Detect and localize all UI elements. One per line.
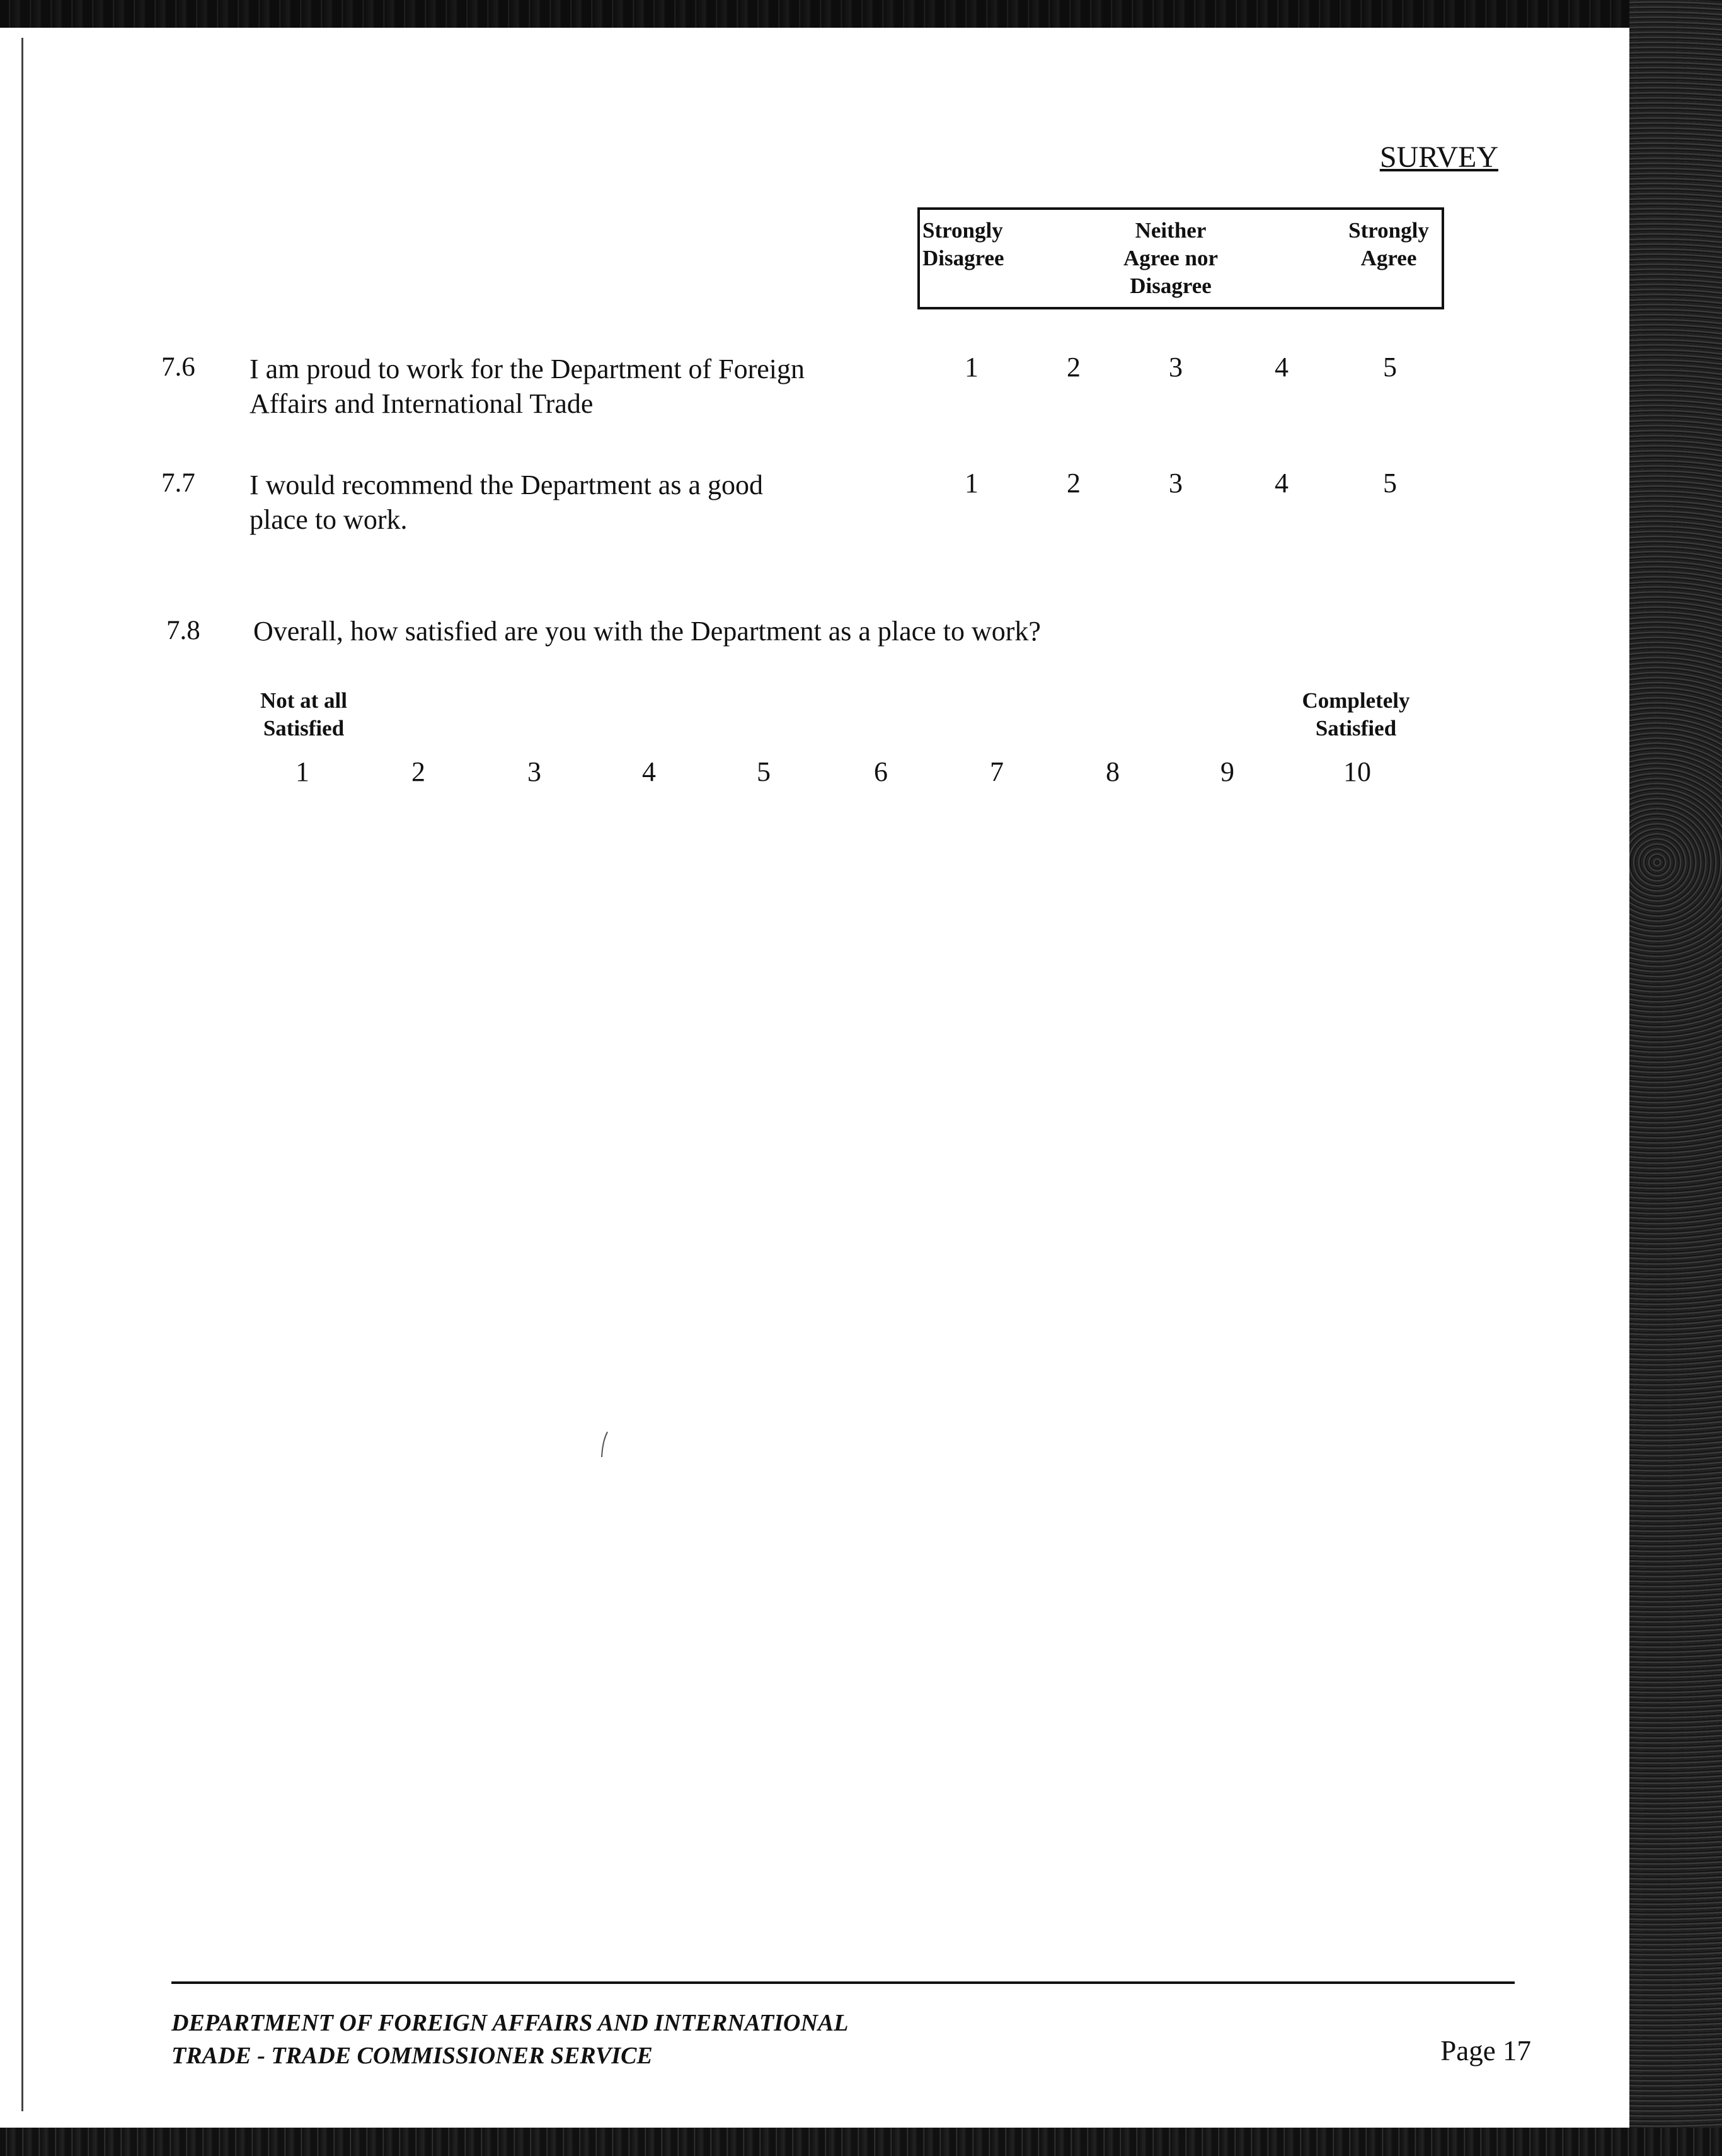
rating-option-8[interactable]: 8 bbox=[1106, 756, 1120, 787]
question-text bbox=[250, 468, 905, 537]
rating-option-9[interactable]: 9 bbox=[1220, 756, 1234, 787]
rating-option-4[interactable]: 4 bbox=[1275, 468, 1289, 499]
scale-anchor-strongly-disagree bbox=[915, 217, 1061, 272]
question-number: 7.6 bbox=[161, 352, 195, 382]
rating-option-4[interactable]: 4 bbox=[1275, 352, 1289, 383]
rating-option-2[interactable]: 2 bbox=[1067, 352, 1081, 383]
rating-option-2[interactable]: 2 bbox=[411, 756, 425, 787]
scan-border-right bbox=[1629, 0, 1722, 2156]
scale-anchor-line: Disagree bbox=[1130, 274, 1212, 298]
rating-option-1[interactable]: 1 bbox=[965, 352, 979, 383]
scale-anchor-line: Neither bbox=[1135, 218, 1207, 243]
rating-option-3[interactable]: 3 bbox=[527, 756, 541, 787]
scale-anchor-not-satisfied bbox=[228, 687, 379, 742]
scale-anchor-line: Strongly bbox=[1348, 218, 1429, 243]
footer-organization bbox=[171, 2007, 1116, 2072]
rating-option-6[interactable]: 6 bbox=[874, 756, 888, 787]
rating-option-3[interactable]: 3 bbox=[1169, 468, 1183, 499]
page-number: Page 17 bbox=[1440, 2035, 1531, 2067]
scale-anchor-line: Disagree bbox=[922, 246, 1004, 270]
scale-anchor-line: Not at all bbox=[260, 688, 348, 713]
question-text-line: Affairs and International Trade bbox=[250, 388, 594, 419]
scale-anchor-line: Agree bbox=[1360, 246, 1417, 270]
scale-anchor-line: Satisfied bbox=[1315, 716, 1397, 741]
question-text-line: place to work. bbox=[250, 504, 408, 535]
question-number: 7.8 bbox=[166, 616, 200, 645]
question-number: 7.7 bbox=[161, 468, 195, 498]
footer-org-line: DEPARTMENT OF FOREIGN AFFAIRS AND INTERNATIONAL bbox=[171, 2010, 849, 2036]
scan-edge-line bbox=[21, 38, 23, 2111]
question-text: Overall, how satisfied are you with the Department as a place to work? bbox=[253, 616, 1041, 647]
rating-option-1[interactable]: 1 bbox=[296, 756, 309, 787]
scale-anchor-line: Strongly bbox=[922, 218, 1003, 243]
rating-option-1[interactable]: 1 bbox=[965, 468, 979, 499]
rating-option-2[interactable]: 2 bbox=[1067, 468, 1081, 499]
scale-anchor-neutral bbox=[1101, 217, 1240, 300]
rating-option-5[interactable]: 5 bbox=[1383, 468, 1397, 499]
rating-option-5[interactable]: 5 bbox=[757, 756, 771, 787]
rating-option-7[interactable]: 7 bbox=[990, 756, 1004, 787]
scale-anchor-line: Agree nor bbox=[1123, 246, 1218, 270]
question-text-line: I would recommend the Department as a good bbox=[250, 470, 763, 500]
question-text-line: I am proud to work for the Department of Foreign bbox=[250, 354, 805, 384]
rating-option-5[interactable]: 5 bbox=[1383, 352, 1397, 383]
scale-anchor-line: Completely bbox=[1302, 688, 1410, 713]
rating-option-3[interactable]: 3 bbox=[1169, 352, 1183, 383]
stray-pen-mark bbox=[599, 1431, 611, 1458]
scale-anchor-line: Satisfied bbox=[263, 716, 345, 741]
page-title: SURVEY bbox=[1379, 141, 1498, 174]
rating-option-4[interactable]: 4 bbox=[642, 756, 656, 787]
question-text bbox=[250, 352, 905, 421]
scale-anchor-strongly-agree bbox=[1319, 217, 1458, 272]
footer-org-line: TRADE - TRADE COMMISSIONER SERVICE bbox=[171, 2043, 653, 2069]
scan-border-top bbox=[0, 0, 1722, 28]
scale-anchor-completely-satisfied bbox=[1280, 687, 1432, 742]
scan-border-bottom bbox=[0, 2128, 1722, 2156]
footer-divider bbox=[171, 1981, 1515, 1984]
rating-option-10[interactable]: 10 bbox=[1343, 756, 1371, 787]
